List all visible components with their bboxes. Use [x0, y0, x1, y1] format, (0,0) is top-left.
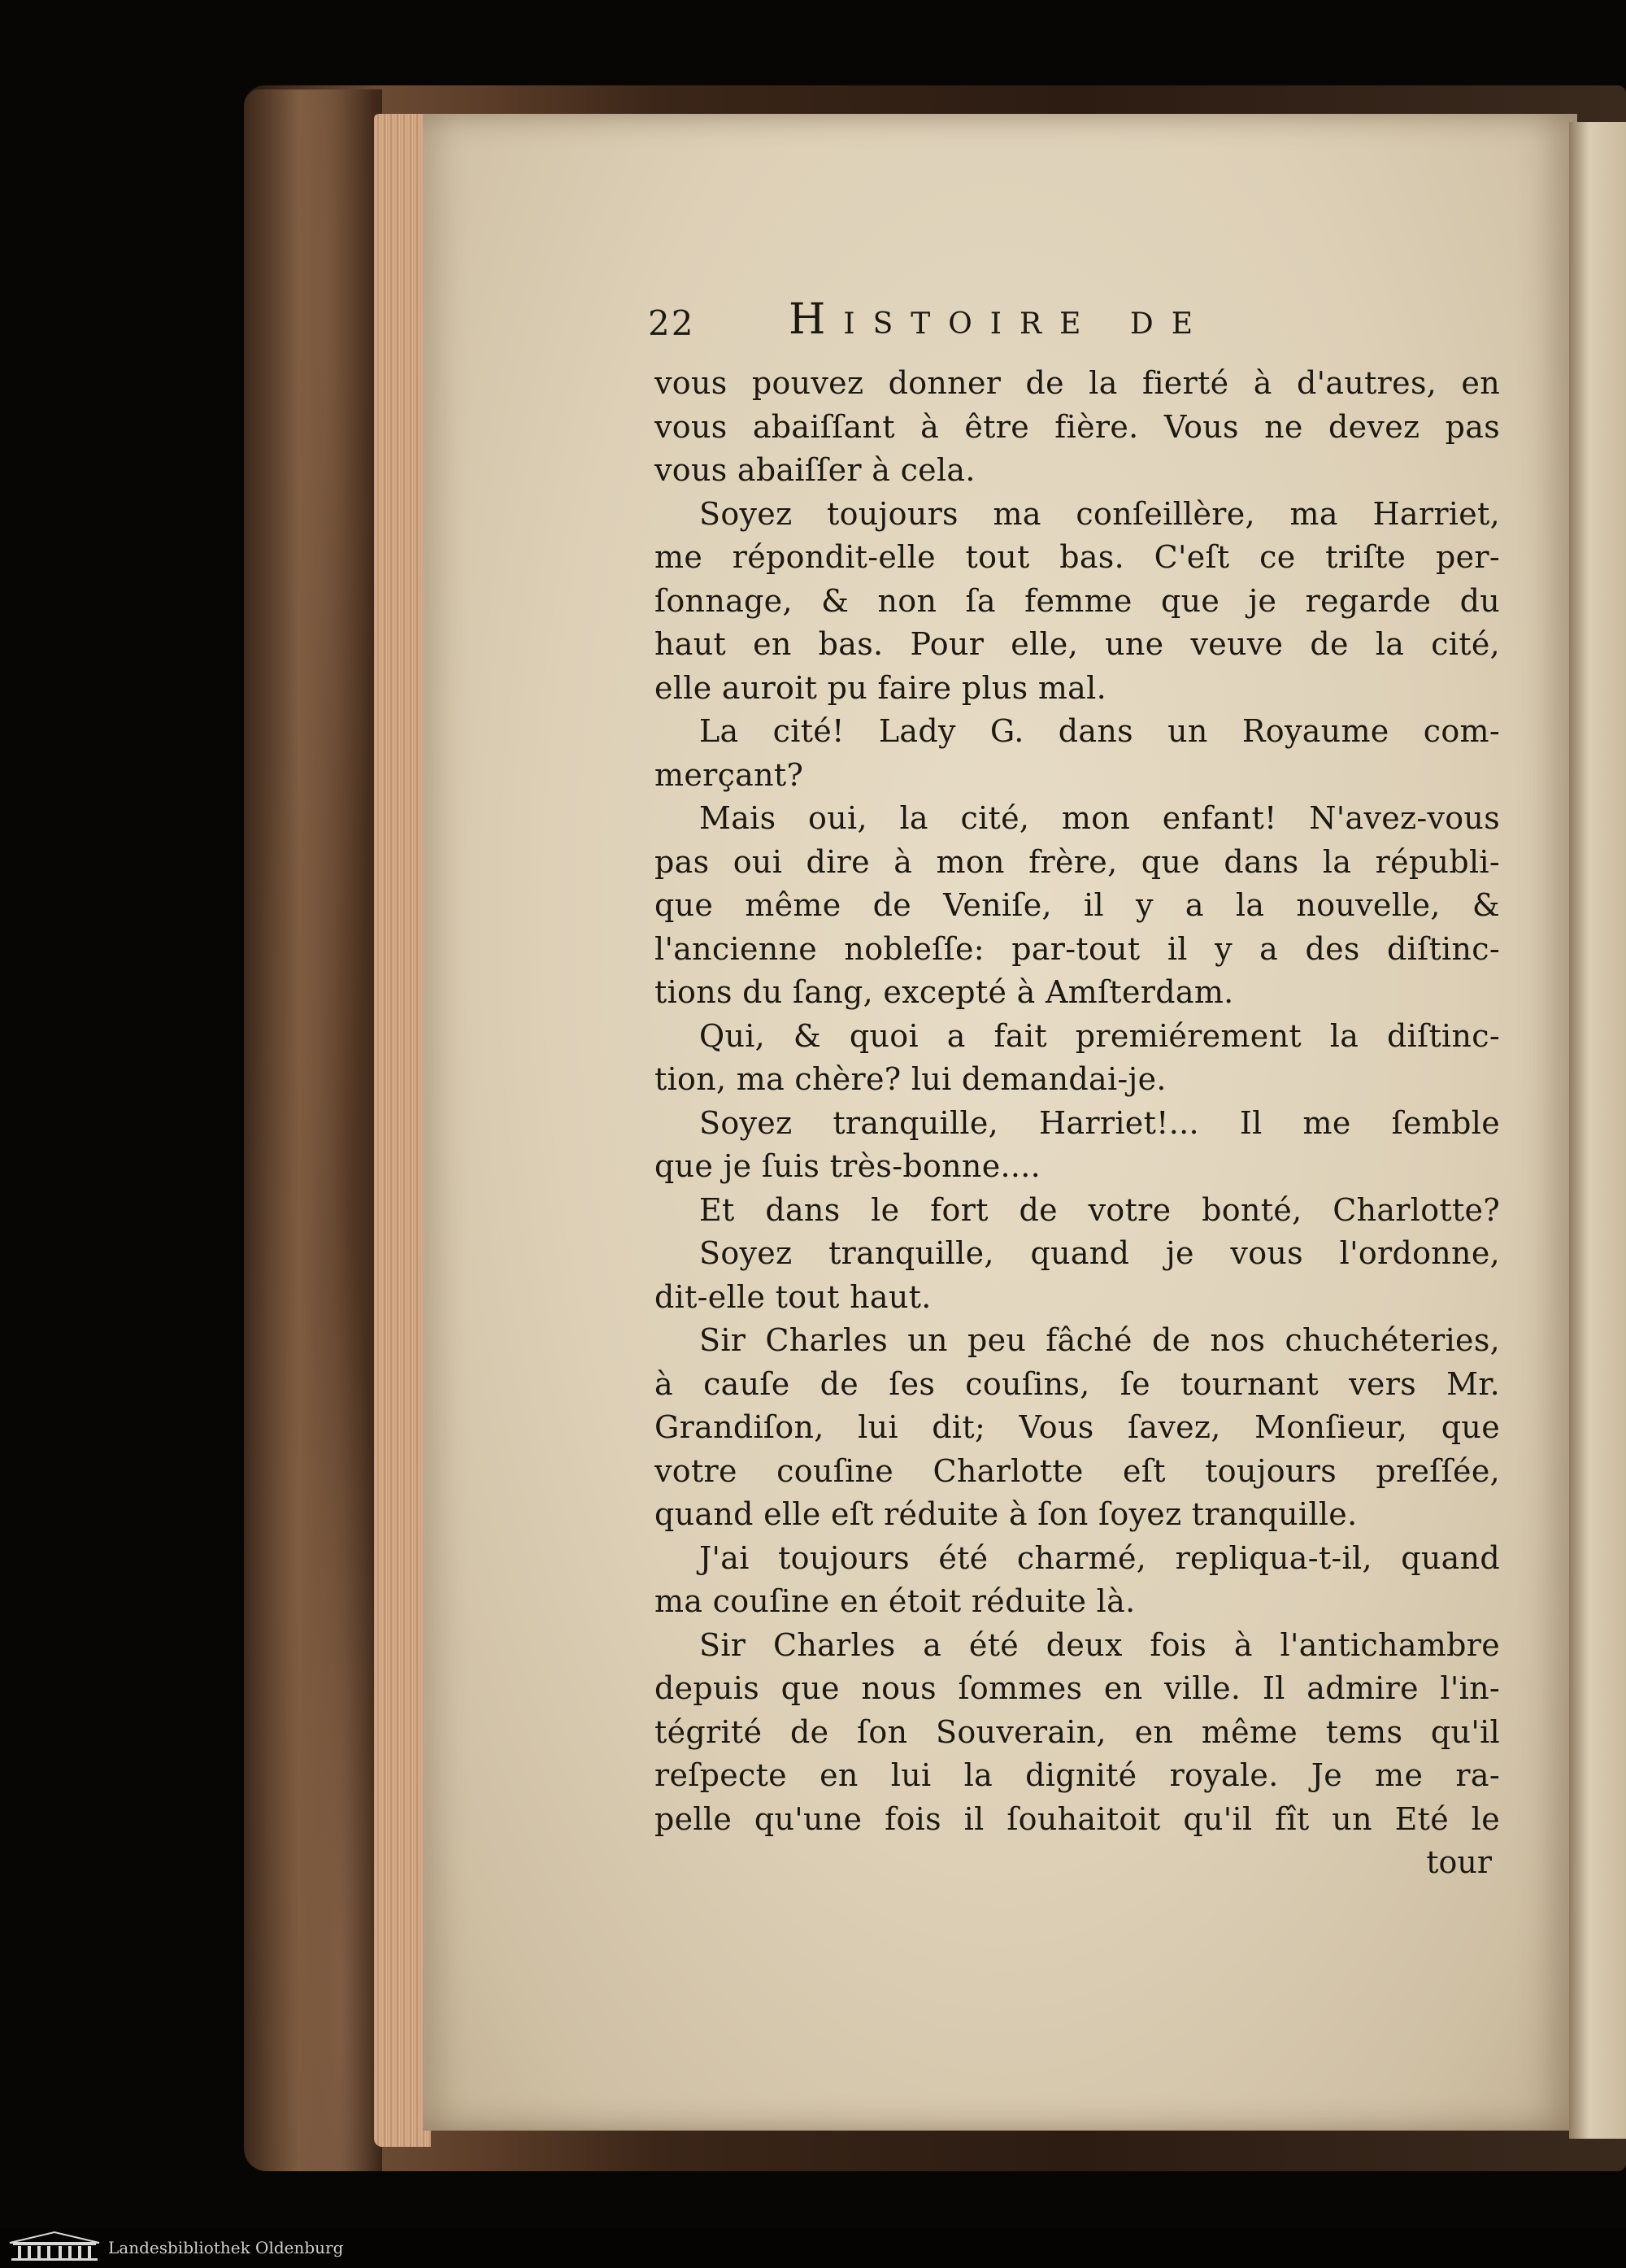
text-line: Mais oui, la cité, mon enfant! N'avez-vous — [699, 800, 1500, 836]
text-line: Sir Charles un peu fâché de nos chuchéteries, — [699, 1322, 1500, 1358]
text-line: Soyez tranquille, Harriet!... Il me ſemble — [699, 1104, 1500, 1141]
text-line: me répondit-elle tout bas. C'eſt ce triſte per- — [654, 539, 1500, 575]
text-line: que je ſuis très-bonne.... — [654, 1148, 1041, 1184]
text-line: tion, ma chère? lui demandai-je. — [654, 1061, 1167, 1097]
text-line: Soyez tranquille, quand je vous l'ordonne, — [699, 1235, 1500, 1271]
page-text-block — [648, 289, 1500, 1885]
library-building-icon — [7, 2230, 102, 2262]
text-line: à cauſe de ſes couſins, ſe tournant vers Mr. — [654, 1365, 1500, 1402]
text-line: quand elle eſt réduite à ſon ſoyez tranquille. — [654, 1496, 1358, 1532]
text-line: Soyez toujours ma conſeillère, ma Harriet, — [699, 495, 1500, 532]
facing-page-sliver — [1569, 122, 1626, 2139]
text-line: Grandiſon, lui dit; Vous ſavez, Monſieur, que — [654, 1409, 1500, 1445]
leather-cover-edge — [244, 89, 382, 2171]
text-line: J'ai toujours été charmé, repliqua-t-il, quand — [699, 1539, 1500, 1576]
text-line: que même de Veniſe, il y a la nouvelle, & — [654, 887, 1500, 923]
text-line: Qui, & quoi a fait premiérement la diſtinc- — [699, 1017, 1500, 1054]
text-line: vous abaiſſer à cela. — [654, 452, 976, 488]
text-line: merçant? — [654, 756, 804, 793]
text-line: vous pouvez donner de la fierté à d'autres, en — [654, 365, 1500, 401]
text-line: l'ancienne nobleſſe: par-tout il y a des diſtinc- — [654, 930, 1500, 967]
page-number: 22 — [648, 303, 695, 343]
text-line: tégrité de ſon Souverain, en même tems qu'il — [654, 1713, 1500, 1750]
running-head-title: Histoire de — [789, 295, 1211, 344]
text-line: Sir Charles a été deux fois à l'antichambre — [699, 1626, 1500, 1663]
running-head — [648, 289, 1500, 362]
text-line: depuis que nous ſommes en ville. Il admire l'in- — [654, 1670, 1500, 1706]
text-line: reſpecte en lui la dignité royale. Je me ra- — [654, 1757, 1500, 1793]
body-text — [654, 362, 1500, 1841]
text-line: pelle qu'une fois il ſouhaitoit qu'il fît un Eté le — [654, 1800, 1500, 1837]
text-line: votre couſine Charlotte eſt toujours preſſée, — [654, 1452, 1500, 1489]
catchword-line — [654, 1841, 1500, 1885]
text-line: ſonnage, & non ſa femme que je regarde du — [654, 582, 1500, 619]
text-line: elle auroit pu faire plus mal. — [654, 669, 1106, 706]
text-line: vous abaiſſant à être fière. Vous ne devez pas — [654, 408, 1500, 445]
text-line: La cité! Lady G. dans un Royaume com- — [699, 713, 1500, 749]
text-line: pas oui dire à mon frère, que dans la républi- — [654, 843, 1500, 880]
text-line: haut en bas. Pour elle, une veuve de la cité, — [654, 626, 1500, 662]
catchword: tour — [1426, 1844, 1492, 1880]
text-line: tions du ſang, excepté à Amſterdam. — [654, 974, 1234, 1010]
text-line: dit-elle tout haut. — [654, 1278, 932, 1315]
text-line: Et dans le fort de votre bonté, Charlotte? — [699, 1191, 1500, 1228]
library-name: Landesbibliothek Oldenburg — [108, 2238, 344, 2257]
text-line: ma couſine en étoit réduite là. — [654, 1583, 1136, 1619]
